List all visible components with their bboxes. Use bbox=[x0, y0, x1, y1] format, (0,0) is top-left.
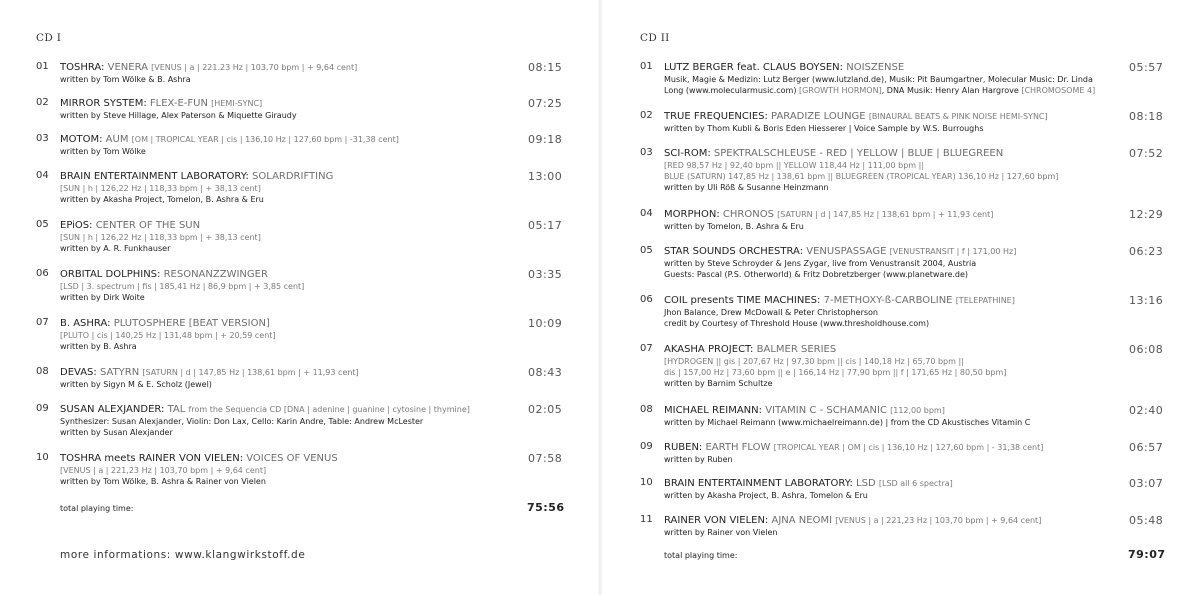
track-number: 09 bbox=[36, 403, 49, 414]
track-credit-2 bbox=[664, 269, 1016, 280]
track-frequency-info: [HYDROGEN || gis | 207,67 Hz | 97,30 bpm || cis | 140,18 Hz | 65,70 bpm || bbox=[664, 357, 964, 366]
track-artist: BRAIN ENTERTAINMENT LABORATORY: bbox=[60, 171, 249, 182]
cd2-total-time: 79:07 bbox=[1128, 548, 1166, 561]
track-title: VITAMIN C - SCHAMANIC bbox=[765, 405, 887, 416]
track-number: 06 bbox=[36, 268, 49, 279]
track-duration: 07:52 bbox=[1129, 147, 1164, 160]
track-frequency-info-2: BLUE (SATURN) 147,85 Hz | 138,61 bpm || BLUEGREEN (TROPICAL YEAR) 136,10 Hz | 127,60 bpm] bbox=[664, 172, 1059, 181]
track-title: LSD bbox=[856, 478, 876, 489]
track-info bbox=[60, 452, 338, 487]
track-info bbox=[60, 219, 261, 254]
track-artist: TRUE FREQUENCIES: bbox=[664, 111, 768, 122]
track-artist: BRAIN ENTERTAINMENT LABORATORY: bbox=[664, 478, 853, 489]
track-meta: [SATURN | d | 147,85 Hz | 138,61 bpm | + 11,93 cent] bbox=[142, 368, 359, 377]
track-artist: COIL presents TIME MACHINES: bbox=[664, 295, 821, 306]
track-duration: 12:29 bbox=[1129, 208, 1164, 221]
track-duration: 09:18 bbox=[528, 133, 563, 146]
track-title: CHRONOS bbox=[722, 209, 774, 220]
track-artist: STAR SOUNDS ORCHESTRA: bbox=[664, 246, 804, 257]
track-credit: written by Tom Wölke, B. Ashra & Rainer von Vielen bbox=[60, 477, 266, 486]
track-number: 04 bbox=[36, 170, 49, 181]
track-artist: EPiOS: bbox=[60, 220, 93, 231]
track-heading bbox=[664, 404, 1030, 417]
track-duration: 06:23 bbox=[1129, 245, 1164, 258]
track-title: PLUTOSPHERE [BEAT VERSION] bbox=[113, 318, 270, 329]
track-heading bbox=[664, 514, 1041, 527]
track-credit: written by Rainer von Vielen bbox=[664, 528, 778, 537]
track-duration: 03:07 bbox=[1129, 477, 1164, 490]
track-credit: written by B. Ashra bbox=[60, 342, 137, 351]
track-credit: written by Michael Reimann (www.michaelreimann.de) | from the CD Akustisches Vitamin C bbox=[664, 418, 1031, 427]
track-title: VOICES OF VENUS bbox=[246, 453, 338, 464]
track-duration: 13:00 bbox=[528, 170, 563, 183]
track-artist: DEVAS: bbox=[60, 367, 97, 378]
track-number: 08 bbox=[640, 404, 653, 415]
track-heading bbox=[664, 343, 1006, 356]
track-artist: ORBITAL DOLPHINS: bbox=[60, 269, 161, 280]
track-meta: [112,00 bpm] bbox=[890, 406, 945, 415]
track-info bbox=[664, 477, 953, 501]
track-duration: 07:25 bbox=[528, 97, 563, 110]
track-frequency-info: [PLUTO | cis | 140,25 Hz | 131,48 bpm | + 20,59 cent] bbox=[60, 331, 276, 340]
more-info-link-text: more informations: www.klangwirkstoff.de bbox=[60, 549, 306, 561]
track-heading bbox=[60, 268, 304, 281]
track-title: NOISZENSE bbox=[846, 62, 905, 73]
track-heading bbox=[664, 208, 993, 221]
track-duration: 05:57 bbox=[1129, 61, 1164, 74]
track-number: 10 bbox=[36, 452, 49, 463]
track-heading bbox=[60, 366, 359, 379]
track-credit-2-text: Long (www.molecularmusic.com) bbox=[664, 86, 797, 95]
track-meta: [VENUS | a | 221.23 Hz | 103.70 bpm | + 9,64 cent] bbox=[151, 63, 358, 72]
track-duration: 06:08 bbox=[1129, 343, 1164, 356]
track-credit: written by Tom Wölke bbox=[60, 147, 146, 156]
track-number: 07 bbox=[640, 343, 653, 354]
track-meta: [TELEPATHINE] bbox=[955, 296, 1015, 305]
track-duration: 05:17 bbox=[528, 219, 563, 232]
track-heading bbox=[60, 317, 276, 330]
track-credit-2 bbox=[664, 318, 1015, 329]
track-heading bbox=[60, 61, 357, 74]
track-artist: MOTOM: bbox=[60, 134, 103, 145]
track-meta: [SATURN | d | 147,85 Hz | 138,61 bpm | + 11,93 cent] bbox=[777, 210, 994, 219]
track-info bbox=[664, 147, 1058, 193]
track-artist: SCI-ROM: bbox=[664, 148, 711, 159]
track-credit: written by Tomelon, B. Ashra & Eru bbox=[664, 222, 804, 231]
track-number: 07 bbox=[36, 317, 49, 328]
track-credit: written by Steve Hillage, Alex Paterson & Miquette Giraudy bbox=[60, 111, 297, 120]
track-artist: AKASHA PROJECT: bbox=[664, 344, 754, 355]
track-title: VENUSPASSAGE bbox=[806, 246, 887, 257]
track-credit: written by Tom Wölke & B. Ashra bbox=[60, 75, 191, 84]
track-credit: written by Dirk Woite bbox=[60, 293, 145, 302]
track-title: AUM bbox=[105, 134, 129, 145]
track-credit: Musik, Magie & Medizin: Lutz Berger (www.lutzland.de), Musik: Pit Baumgartner, Molecular Music: Dr. Linda bbox=[664, 75, 1093, 84]
track-number: 05 bbox=[640, 245, 653, 256]
track-info bbox=[60, 366, 359, 390]
track-meta: [TROPICAL YEAR | OM | cis | 136,10 Hz | 127,60 bpm | - 31,38 cent] bbox=[773, 443, 1044, 452]
track-number: 04 bbox=[640, 208, 653, 219]
track-heading bbox=[664, 147, 1058, 160]
track-title: SPEKTRALSCHLEUSE - RED | YELLOW | BLUE | BLUEGREEN bbox=[713, 148, 1004, 159]
cd2-panel bbox=[600, 0, 1200, 595]
cd1-title: CD I bbox=[36, 32, 62, 44]
track-heading bbox=[664, 294, 1015, 307]
track-info bbox=[60, 317, 276, 352]
track-credit-2-tail: , DNA Musik: Henry Alan Hargrove bbox=[881, 86, 1019, 95]
track-meta: [BINAURAL BEATS & PINK NOISE HEMI-SYNC] bbox=[868, 112, 1048, 121]
track-credit: written by Thom Kubli & Boris Eden Hiesserer | Voice Sample by W.S. Burroughs bbox=[664, 124, 984, 133]
track-heading bbox=[664, 477, 953, 490]
track-artist: MIRROR SYSTEM: bbox=[60, 98, 147, 109]
track-number: 03 bbox=[640, 147, 653, 158]
track-heading bbox=[60, 133, 399, 146]
track-credit: written by Akasha Project, B. Ashra, Tomelon & Eru bbox=[664, 491, 868, 500]
track-meta: [OM | TROPICAL YEAR | cis | 136,10 Hz | 127,60 bpm | -31,38 cent] bbox=[131, 135, 399, 144]
track-heading bbox=[60, 170, 333, 183]
track-credit-2-text: written by Susan Alexjander bbox=[60, 428, 173, 437]
track-title: SATYRN bbox=[99, 367, 140, 378]
track-frequency-info: [RED 98,57 Hz | 92,40 bpm || YELLOW 118,44 Hz | 111,00 bpm || bbox=[664, 161, 925, 170]
track-credit: written by Barnim Schultze bbox=[664, 379, 773, 388]
track-title: VENERA bbox=[107, 62, 148, 73]
track-meta: [VENUSTRANSIT | f | 171,00 Hz] bbox=[889, 247, 1017, 256]
track-frequency-info: [SUN | h | 126,22 Hz | 118,33 bpm | + 38,13 cent] bbox=[60, 184, 261, 193]
track-number: 11 bbox=[640, 514, 653, 525]
track-title: PARADIZE LOUNGE bbox=[771, 111, 866, 122]
track-number: 10 bbox=[640, 477, 653, 488]
track-info bbox=[664, 294, 1015, 329]
track-number: 02 bbox=[36, 97, 49, 108]
track-duration: 07:58 bbox=[528, 452, 563, 465]
track-info bbox=[60, 268, 304, 303]
track-info bbox=[664, 245, 1016, 280]
track-artist: SUSAN ALEXJANDER: bbox=[60, 404, 165, 415]
track-artist: TOSHRA meets RAINER VON VIELEN: bbox=[60, 453, 244, 464]
track-number: 06 bbox=[640, 294, 653, 305]
track-info bbox=[664, 514, 1041, 538]
track-info bbox=[664, 343, 1006, 389]
track-frequency-info: [VENUS | a | 221,23 Hz | 103,70 bpm | + 9,64 cent] bbox=[60, 466, 267, 475]
track-credit-2-text: Guests: Pascal (P.S. Otherworld) & Fritz Dobretzberger (www.planetware.de) bbox=[664, 270, 969, 279]
track-info bbox=[60, 61, 357, 85]
track-info bbox=[60, 403, 470, 438]
track-credit: written by Akasha Project, Tomelon, B. Ashra & Eru bbox=[60, 195, 264, 204]
track-credit: Synthesizer: Susan Alexjander, Violin: Don Lax, Cello: Karin Andre, Table: Andrew McLester bbox=[60, 417, 424, 426]
track-number: 01 bbox=[640, 61, 653, 72]
track-artist: RUBEN: bbox=[664, 442, 703, 453]
track-frequency-info-2: dis | 157,00 Hz | 73,60 bpm || e | 166,14 Hz | 77,90 bpm || f | 171,65 Hz | 80,50 bpm] bbox=[664, 368, 1007, 377]
track-artist: LUTZ BERGER feat. CLAUS BOYSEN: bbox=[664, 62, 844, 73]
track-credit-2-note: [GROWTH HORMON] bbox=[798, 86, 882, 95]
track-credit-2 bbox=[60, 427, 470, 438]
track-frequency-info: [LSD | 3. spectrum | fis | 185,41 Hz | 86,9 bpm | + 3,85 cent] bbox=[60, 282, 305, 291]
track-heading bbox=[664, 61, 1095, 74]
track-number: 02 bbox=[640, 110, 653, 121]
track-duration: 02:05 bbox=[528, 403, 563, 416]
track-artist: MORPHON: bbox=[664, 209, 720, 220]
track-duration: 03:35 bbox=[528, 268, 563, 281]
track-heading bbox=[60, 97, 297, 110]
cd1-total-label: total playing time: bbox=[60, 504, 134, 513]
track-meta: [LSD all 6 spectra] bbox=[878, 479, 953, 488]
track-duration: 08:15 bbox=[528, 61, 563, 74]
track-title: BALMER SERIES bbox=[756, 344, 837, 355]
track-credit: written by Uli Röß & Susanne Heinzmann bbox=[664, 183, 829, 192]
track-artist: TOSHRA: bbox=[60, 62, 105, 73]
track-heading bbox=[664, 110, 1048, 123]
track-duration: 08:18 bbox=[1129, 110, 1164, 123]
track-duration: 05:48 bbox=[1129, 514, 1164, 527]
track-credit-2-note-2: [CHROMOSOME 4] bbox=[1021, 86, 1096, 95]
track-credit-2 bbox=[664, 85, 1095, 96]
track-credit: written by Steve Schroyder & Jens Zygar, live from Venustransit 2004, Austria bbox=[664, 259, 977, 268]
track-credit: Jhon Balance, Drew McDowall & Peter Christopherson bbox=[664, 308, 878, 317]
track-info bbox=[60, 133, 399, 157]
track-duration: 02:40 bbox=[1129, 404, 1164, 417]
track-info bbox=[60, 170, 333, 205]
cd1-total-time: 75:56 bbox=[527, 501, 565, 514]
track-heading bbox=[60, 452, 338, 465]
track-info bbox=[664, 208, 993, 232]
track-heading bbox=[60, 219, 261, 232]
track-heading bbox=[664, 441, 1043, 454]
track-number: 08 bbox=[36, 366, 49, 377]
track-number: 05 bbox=[36, 219, 49, 230]
track-number: 09 bbox=[640, 441, 653, 452]
track-credit-2-text: credit by Courtesy of Threshold House (www.thresholdhouse.com) bbox=[664, 319, 930, 328]
track-heading bbox=[664, 245, 1016, 258]
track-credit: written by A. R. Funkhauser bbox=[60, 244, 171, 253]
track-info bbox=[60, 97, 297, 121]
track-title: AJNA NEOMI bbox=[771, 515, 833, 526]
track-meta: from the Sequencia CD [DNA | adenine | guanine | cytosine | thymine] bbox=[188, 405, 470, 414]
track-info bbox=[664, 441, 1043, 465]
cd2-title: CD II bbox=[640, 32, 670, 44]
track-credit: written by Ruben bbox=[664, 455, 733, 464]
track-info bbox=[664, 61, 1095, 96]
track-info bbox=[664, 110, 1048, 134]
track-artist: MICHAEL REIMANN: bbox=[664, 405, 763, 416]
track-frequency-info: [SUN | h | 126,22 Hz | 118,33 bpm | + 38,13 cent] bbox=[60, 233, 261, 242]
track-title: RESONANZZWINGER bbox=[163, 269, 268, 280]
track-title: EARTH FLOW bbox=[705, 442, 771, 453]
track-duration: 06:57 bbox=[1129, 441, 1164, 454]
track-info bbox=[664, 404, 1030, 428]
track-title: FLEX-E-FUN bbox=[149, 98, 208, 109]
track-title: 7-METHOXY-ß-CARBOLINE bbox=[823, 295, 953, 306]
track-artist: RAINER VON VIELEN: bbox=[664, 515, 769, 526]
track-number: 03 bbox=[36, 133, 49, 144]
track-duration: 08:43 bbox=[528, 366, 563, 379]
track-meta: [VENUS | a | 221,23 Hz | 103,70 bpm | + 9,64 cent] bbox=[835, 516, 1042, 525]
cd2-total-label: total playing time: bbox=[664, 551, 738, 560]
track-title: CENTER OF THE SUN bbox=[95, 220, 201, 231]
track-number: 01 bbox=[36, 61, 49, 72]
track-credit: written by Sigyn M & E. Scholz (Jewel) bbox=[60, 380, 212, 389]
track-title: SOLARDRIFTING bbox=[252, 171, 334, 182]
track-duration: 13:16 bbox=[1129, 294, 1164, 307]
track-meta: [HEMI-SYNC] bbox=[211, 99, 263, 108]
track-title: TAL bbox=[167, 404, 186, 415]
track-duration: 10:09 bbox=[528, 317, 563, 330]
track-artist: B. ASHRA: bbox=[60, 318, 111, 329]
track-heading bbox=[60, 403, 470, 416]
